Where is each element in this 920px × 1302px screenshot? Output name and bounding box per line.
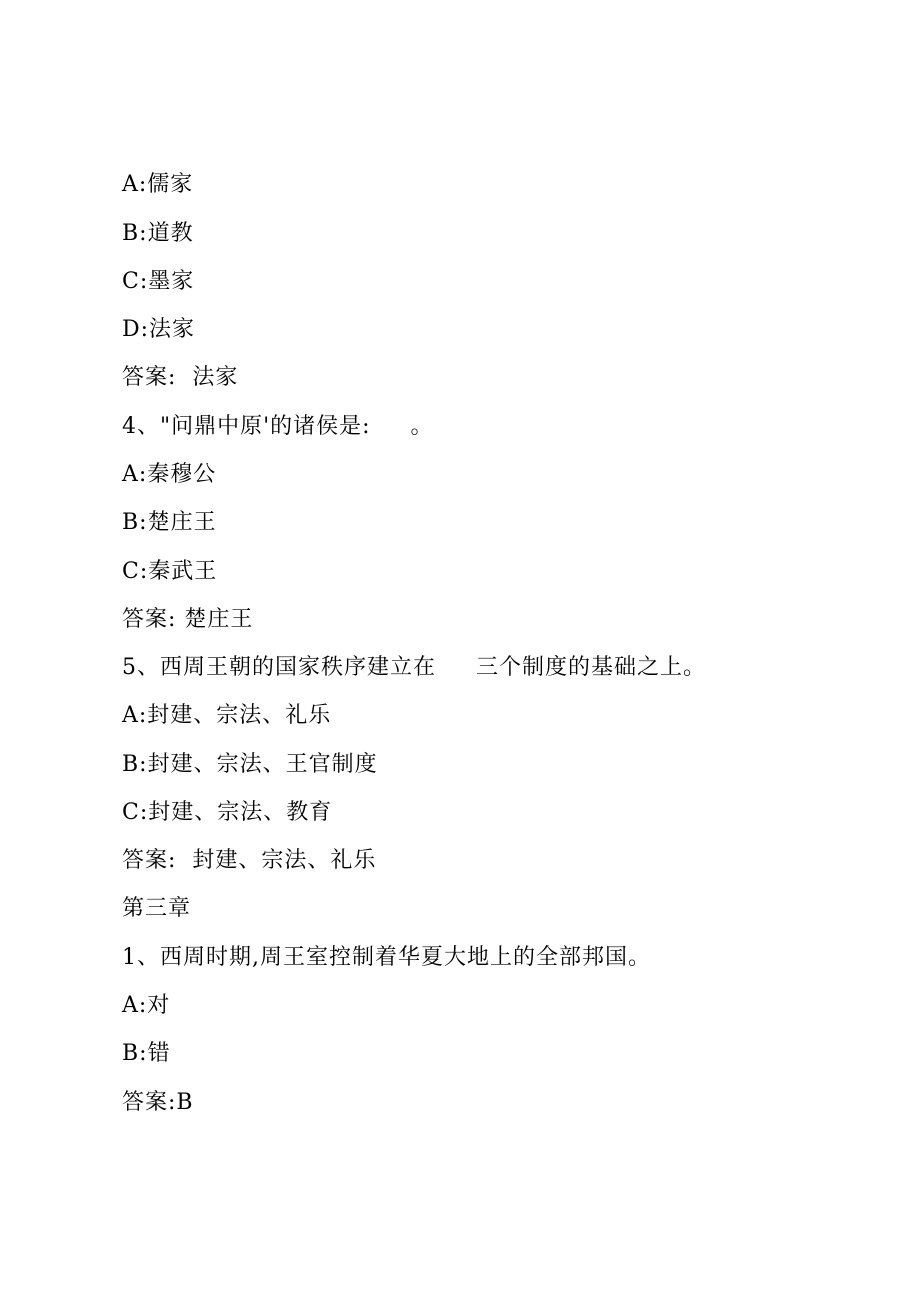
- option-c-text: C:秦武王: [122, 559, 218, 584]
- option-a-text: A:儒家: [122, 172, 194, 197]
- option-a-text: A:对: [122, 993, 171, 1018]
- question-5-text: 5、西周王朝的国家秩序建立在 三个制度的基础之上。: [122, 655, 706, 680]
- option-a-text: A:秦穆公: [122, 462, 217, 487]
- option-b-text: B:楚庄王: [122, 510, 217, 535]
- option-c-text: C:封建、宗法、教育: [122, 800, 333, 825]
- option-a-text: A:封建、宗法、礼乐: [122, 703, 332, 728]
- answer-text: 答案: 法家: [122, 365, 239, 390]
- option-d-text: D:法家: [122, 317, 196, 342]
- option-c-text: C:墨家: [122, 269, 195, 294]
- option-b-text: B:错: [122, 1041, 171, 1066]
- answer-text: 答案:B: [122, 1090, 194, 1115]
- option-b-text: B:道教: [122, 221, 194, 246]
- question-4-text: 4、"问鼎中原'的诸侯是: 。: [122, 414, 434, 439]
- chapter-heading: 第三章: [122, 896, 192, 921]
- question-1-text: 1、西周时期,周王室控制着华夏大地上的全部邦国。: [122, 945, 651, 970]
- option-b-text: B:封建、宗法、王官制度: [122, 752, 378, 777]
- answer-text: 答案: 楚庄王: [122, 607, 254, 632]
- answer-text: 答案: 封建、宗法、礼乐: [122, 848, 377, 873]
